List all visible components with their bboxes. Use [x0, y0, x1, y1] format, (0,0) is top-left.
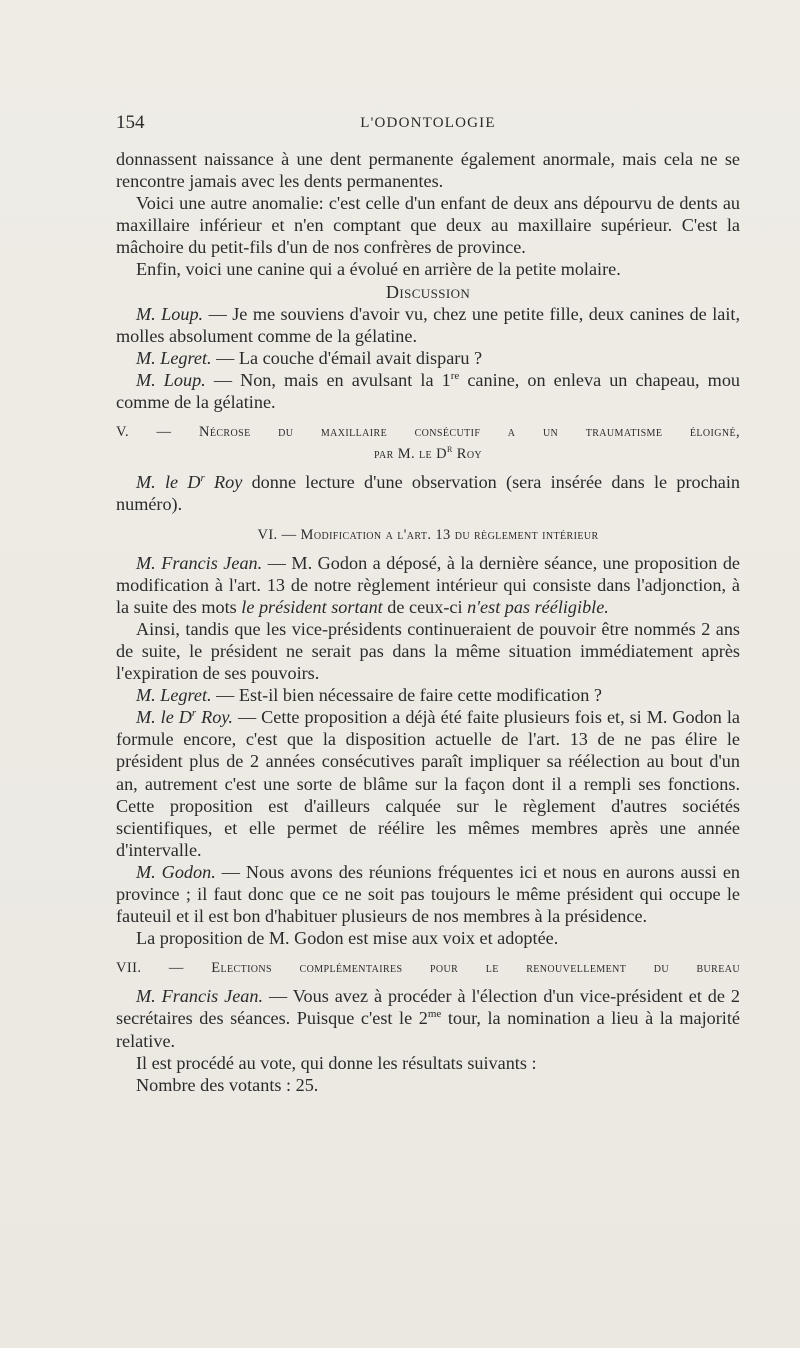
dialogue-line	[116, 706, 740, 861]
running-title: L'ODONTOLOGIE	[360, 115, 496, 131]
section-heading-vi: VI. — Modification a l'art. 13 du règlement intérieur	[257, 526, 599, 543]
speaker-name: M. Loup.	[136, 303, 204, 324]
section-heading-v: V. — Nécrose du maxillaire consécutif a un traumatisme éloigné,	[116, 424, 740, 441]
speech-text: — Je me souviens d'avoir vu, chez une petite fille, deux canines de lait, molles absolument comme de la gélatine.	[116, 303, 740, 346]
superscript: r	[191, 707, 197, 720]
speech-text: — La couche d'émail avait disparu ?	[211, 347, 483, 368]
paragraph: Voici une autre anomalie: c'est celle d'un enfant de deux ans dépourvu de dents au maxillaire inférieur et n'en comptant que deux au maxillaire supérieur. C'est la mâchoire du petit-fils d'un de nos confrères de province.	[116, 193, 740, 258]
speech-text: donne lecture d'une observation (sera insérée dans le prochain numéro).	[116, 472, 740, 515]
speaker-name: M. Francis Jean.	[136, 552, 263, 573]
quoted-text: le président sortant	[241, 596, 383, 617]
speech-text: canine, on enleva un chapeau, mou comme de la gélatine.	[116, 369, 741, 413]
dialogue-line	[116, 985, 740, 1051]
paragraph: donnassent naissance à une dent permanente également anormale, mais cela ne se rencontre jamais avec les dents permanentes.	[116, 149, 740, 192]
paragraph: Ainsi, tandis que les vice-présidents continueraient de pouvoir être nommés 2 ans de suite, le président ne serait pas dans la même situation immédiatement après l'expiration de ses pouvoirs.	[116, 618, 740, 684]
paragraph: Enfin, voici une canine qui a évolué en arrière de la petite molaire.	[136, 259, 621, 280]
speech-text: — Nous avons des réunions fréquentes ici et nous en aurons aussi en province ; il faut donc que ce ne soit pas toujours le même président qui occupe le fauteuil et il est bon d'habituer plusieurs de nos membres à la présidence.	[116, 861, 741, 927]
speech-text: de ceux-ci	[382, 596, 468, 617]
superscript: r	[200, 472, 205, 485]
speech-text: — M. Godon a déposé, à la dernière séance, une proposition de modification à l'art. 13 de notre règlement intérieur qui consiste dans l'adjonction, à la suite des mots	[116, 552, 741, 617]
superscript: re	[450, 369, 460, 382]
superscript: r	[446, 443, 453, 456]
speaker-text: Roy.	[196, 707, 233, 728]
heading-text: Roy	[452, 446, 483, 463]
section-heading-v-author	[116, 443, 740, 465]
dialogue-line	[116, 684, 740, 706]
dialogue-line	[116, 369, 740, 413]
speaker-text: Roy	[204, 472, 243, 493]
running-header	[116, 112, 740, 138]
speaker-name: M. Legret.	[136, 685, 212, 706]
quoted-text: n'est pas rééligible.	[467, 596, 609, 617]
heading-text: par M. le D	[373, 446, 447, 463]
speech-text: tour, la nomination a lieu à la majorité relative.	[116, 1008, 740, 1051]
page-body	[116, 148, 740, 1096]
dialogue-line	[116, 303, 740, 347]
paragraph: Nombre des votants : 25.	[136, 1074, 319, 1095]
section-heading-discussion: Discussion	[385, 281, 471, 302]
speaker-name: M. Francis Jean.	[136, 986, 264, 1007]
dialogue-line	[116, 552, 740, 618]
speech-text: — Non, mais en avulsant la 1	[205, 369, 451, 390]
speaker-text: M. le D	[136, 707, 192, 728]
speaker-text: M. le D	[136, 472, 201, 493]
paragraph: Il est procédé au vote, qui donne les résultats suivants :	[136, 1052, 537, 1073]
paragraph: La proposition de M. Godon est mise aux voix et adoptée.	[136, 928, 559, 949]
superscript: me	[427, 1008, 442, 1021]
speaker-name: M. Godon.	[136, 861, 216, 882]
section-heading-vii: VII. — Elections complémentaires pour le renouvellement du bureau	[116, 960, 740, 977]
speaker-name	[136, 472, 242, 492]
speech-text: — Vous avez à procéder à l'élection d'un vice-président et de 2 secrétaires des séances. Puisque c'est le 2	[116, 986, 740, 1029]
dialogue-line	[116, 471, 740, 515]
speaker-name: M. Legret.	[136, 347, 212, 368]
page-number: 154	[116, 112, 145, 133]
speech-text: — Cette proposition a déjà été faite plusieurs fois et, si M. Godon la formule encore, c'est que la disposition actuelle de l'art. 13 de ne pas élire le président plus de 2 années consécutives paraît impliquer sa réélection au bout d'un an, autrement c'est une sorte de blâme sur la façon dont il a rempli ses fonctions. Cette proposition est d'ailleurs calquée sur le règlement d'autres sociétés scientifiques, et elle permet de réélire les mêmes membres après une année d'intervalle.	[116, 707, 740, 860]
dialogue-line	[116, 861, 740, 927]
speaker-name: M. Loup.	[136, 369, 206, 390]
dialogue-line	[116, 347, 740, 369]
speech-text: — Est-il bien nécessaire de faire cette modification ?	[211, 685, 602, 706]
speaker-name	[136, 707, 233, 727]
